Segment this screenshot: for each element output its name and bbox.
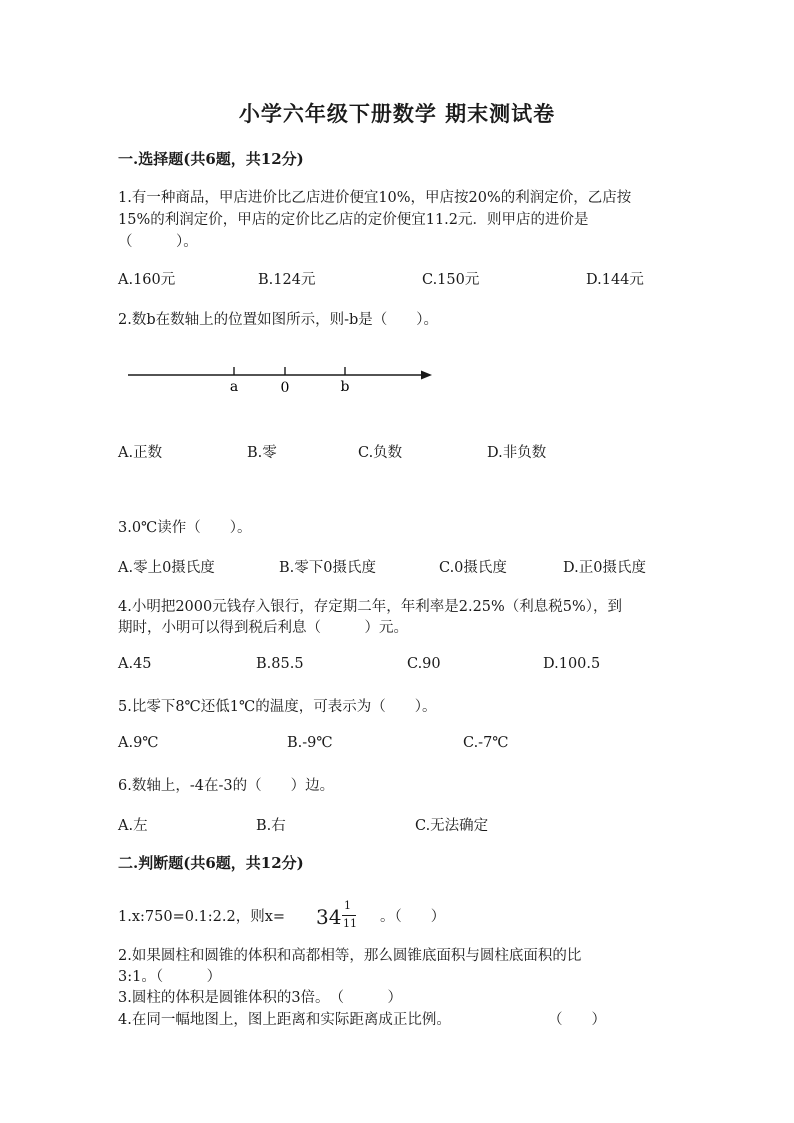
question-5-text: 5.比零下8℃还低1℃的温度，可表示为（ ）。 <box>118 699 437 715</box>
question-5-option-c[interactable]: C.-7℃ <box>463 735 509 751</box>
section-heading-choice: 一.选择题(共6题，共12分) <box>118 150 304 168</box>
question-4-line-2: 期时，小明可以得到税后利息（ ）元。 <box>118 620 408 636</box>
question-2-option-d[interactable]: D.非负数 <box>487 445 547 461</box>
question-3-option-d[interactable]: D.正0摄氏度 <box>563 560 646 576</box>
number-line-arrow <box>421 371 432 380</box>
question-6-option-b[interactable]: B.右 <box>256 818 286 834</box>
question-6-option-a[interactable]: A.左 <box>118 818 148 834</box>
judgment-2-line-1: 2.如果圆柱和圆锥的体积和高都相等，那么圆锥底面积与圆柱底面积的比 <box>118 948 582 964</box>
question-1-option-c[interactable]: C.150元 <box>422 272 480 288</box>
number-line-diagram <box>124 360 444 400</box>
question-3-option-c[interactable]: C.0摄氏度 <box>439 560 507 576</box>
question-1-line-2: 15%的利润定价，甲店的定价比乙店的定价便宜11.2元．则甲店的进价是 <box>118 212 589 228</box>
judgment-3-text[interactable]: 3.圆柱的体积是圆锥体积的3倍。 （ ） <box>118 990 403 1006</box>
axis-label-zero: 0 <box>280 380 290 396</box>
question-4-option-a[interactable]: A.45 <box>118 656 152 672</box>
section-heading-judgment: 二.判断题(共6题，共12分) <box>118 854 304 872</box>
question-4-line-1: 4.小明把2000元钱存入银行，存定期二年，年利率是2.25%（利息税5%），到 <box>118 599 623 615</box>
question-1-line-1: 1.有一种商品，甲店进价比乙店进价便宜10%，甲店按20%的利润定价，乙店按 <box>118 190 632 206</box>
axis-label-a: a <box>229 379 239 395</box>
judgment-2-line-2[interactable]: 3:1。（ ） <box>118 969 222 985</box>
fraction-whole: 34 <box>316 905 342 929</box>
question-6-text: 6.数轴上，-4在-3的（ ）边。 <box>118 778 335 794</box>
question-3-option-b[interactable]: B.零下0摄氏度 <box>279 560 376 576</box>
question-2-text: 2.数b在数轴上的位置如图所示，则-b是（ ）。 <box>118 312 439 328</box>
question-1-line-3: （ ）。 <box>118 234 198 250</box>
judgment-4-text: 4.在同一幅地图上，图上距离和实际距离成正比例。 <box>118 1012 451 1028</box>
question-3-option-a[interactable]: A.零上0摄氏度 <box>118 560 215 576</box>
question-3-text: 3.0℃读作（ ）。 <box>118 520 252 536</box>
question-1-option-b[interactable]: B.124元 <box>258 272 316 288</box>
judgment-1-suffix[interactable]: 。（ ） <box>380 909 446 925</box>
question-4-option-d[interactable]: D.100.5 <box>543 656 601 672</box>
question-5-option-b[interactable]: B.-9℃ <box>287 735 333 751</box>
fraction-denominator: 11 <box>343 917 357 930</box>
question-6-option-c[interactable]: C.无法确定 <box>415 818 489 834</box>
question-5-option-a[interactable]: A.9℃ <box>118 735 159 751</box>
question-2-option-c[interactable]: C.负数 <box>358 445 403 461</box>
page-title: 小学六年级下册数学 期末测试卷 <box>238 101 556 126</box>
question-1-option-a[interactable]: A.160元 <box>118 272 176 288</box>
fraction-numerator: 1 <box>344 899 351 912</box>
fraction-bar <box>342 915 356 916</box>
axis-label-b: b <box>340 379 350 395</box>
judgment-4-blank[interactable]: （ ） <box>548 1012 606 1028</box>
question-1-option-d[interactable]: D.144元 <box>586 272 644 288</box>
question-2-option-a[interactable]: A.正数 <box>118 445 163 461</box>
question-4-option-b[interactable]: B.85.5 <box>256 656 304 672</box>
question-2-option-b[interactable]: B.零 <box>247 445 277 461</box>
question-4-option-c[interactable]: C.90 <box>407 656 441 672</box>
judgment-1-prefix: 1.x:750=0.1:2.2，则x= <box>118 909 286 925</box>
